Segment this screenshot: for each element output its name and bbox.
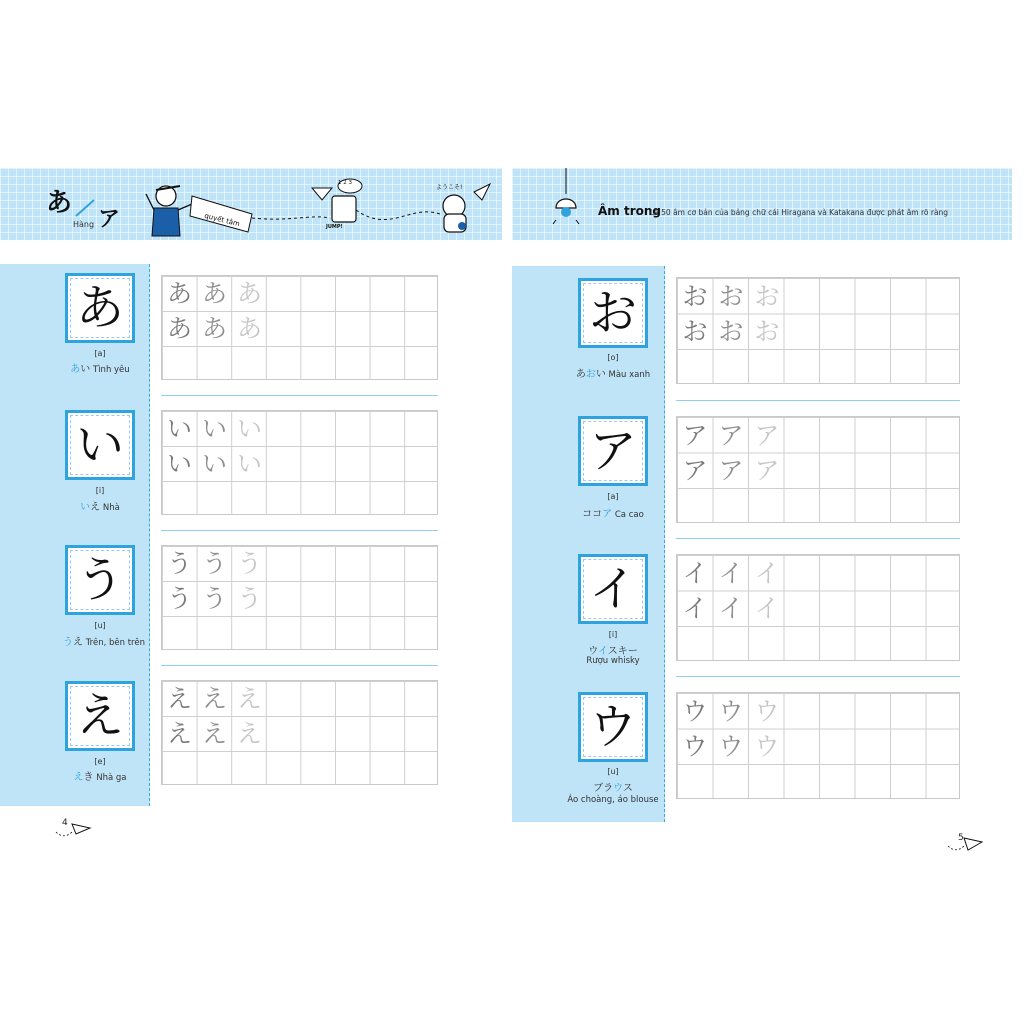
trace-char: あ xyxy=(201,279,227,308)
example-word xyxy=(30,360,170,375)
example-highlight: ア xyxy=(602,509,613,520)
trace-char: い xyxy=(236,449,262,478)
trace-char: え xyxy=(201,684,227,713)
trace-char: イ xyxy=(718,558,744,588)
romaji: [e] xyxy=(94,757,106,766)
trace-char: い xyxy=(201,414,227,443)
example-post: スキー xyxy=(607,646,638,657)
romaji: [i] xyxy=(608,630,618,639)
slash-icon xyxy=(74,198,96,218)
trace-char: い xyxy=(166,449,192,478)
example-meaning: Ca cao xyxy=(614,510,644,520)
row-separator xyxy=(161,395,438,396)
trace-char: ア xyxy=(754,420,780,450)
trace-char: う xyxy=(166,549,192,578)
example-word xyxy=(30,498,170,513)
kana-box xyxy=(65,681,135,751)
trace-char: イ xyxy=(754,558,780,588)
example-rest: え xyxy=(90,502,101,513)
kana-box xyxy=(578,692,648,762)
example-highlight: え xyxy=(73,772,84,783)
section-title: Âm trong xyxy=(598,204,661,218)
trace-char: イ xyxy=(682,558,708,588)
practice-grid[interactable] xyxy=(676,277,960,384)
kana-char: ア xyxy=(583,421,643,481)
trace-char: お xyxy=(682,316,708,346)
trace-char: ウ xyxy=(682,731,708,761)
example-rest: え xyxy=(73,637,84,648)
row-separator xyxy=(676,538,960,539)
example-highlight: お xyxy=(585,369,596,380)
kana-box xyxy=(578,554,648,624)
example-word xyxy=(543,505,683,520)
kana-char: ウ xyxy=(583,697,643,757)
trace-char: あ xyxy=(201,314,227,343)
trace-char: ア xyxy=(718,420,744,450)
kana-char: え xyxy=(70,686,130,746)
romaji: [o] xyxy=(607,353,619,362)
example-meaning: Nhà ga xyxy=(96,773,127,783)
kana-box xyxy=(65,410,135,480)
trace-char: ウ xyxy=(718,696,744,726)
example-rest: い xyxy=(80,364,91,375)
example-highlight: あ xyxy=(70,364,81,375)
example-pre: ブラ xyxy=(593,783,614,794)
trace-char: お xyxy=(718,281,744,311)
kana-box xyxy=(578,278,648,348)
trace-char: お xyxy=(718,316,744,346)
romaji: [i] xyxy=(95,486,105,495)
trace-char: う xyxy=(166,584,192,613)
trace-char: ア xyxy=(754,455,780,485)
example-highlight: イ xyxy=(597,646,608,657)
trace-char: ウ xyxy=(754,696,780,726)
trace-char: い xyxy=(201,449,227,478)
section-description: Là 50 âm cơ bản của bảng chữ cái Hiragana và Katakana được phát âm rõ ràng xyxy=(650,208,949,217)
kana-box xyxy=(65,545,135,615)
practice-grid[interactable] xyxy=(676,692,960,799)
trace-char: お xyxy=(682,281,708,311)
trace-char: い xyxy=(236,414,262,443)
practice-grid[interactable] xyxy=(676,416,960,523)
paper-plane-icon xyxy=(946,836,986,858)
example-word xyxy=(543,779,683,794)
trace-char: う xyxy=(236,549,262,578)
trace-char: イ xyxy=(682,593,708,623)
kana-char: あ xyxy=(70,278,130,338)
row-separator xyxy=(161,665,438,666)
trace-char: う xyxy=(201,549,227,578)
example-pre: あ xyxy=(575,369,586,380)
example-pre: ココ xyxy=(582,509,603,520)
example-highlight: う xyxy=(63,637,74,648)
trace-char: ア xyxy=(682,420,708,450)
example-meaning: Nhà xyxy=(102,503,120,513)
banner-text: quyết tâm xyxy=(203,211,241,229)
trace-char: え xyxy=(201,719,227,748)
romaji: [u] xyxy=(607,767,619,776)
trace-char: ウ xyxy=(682,696,708,726)
kana-char: イ xyxy=(583,559,643,619)
example-meaning: Tình yêu xyxy=(93,365,130,375)
kana-char: い xyxy=(70,415,130,475)
row-separator xyxy=(161,530,438,531)
bubble-text: 1 2 3 xyxy=(338,180,352,186)
example-meaning: Trên, bên trên xyxy=(85,638,145,648)
trace-char: え xyxy=(166,684,192,713)
practice-grid[interactable] xyxy=(161,545,438,650)
practice-grid[interactable] xyxy=(161,275,438,380)
trace-char: お xyxy=(754,316,780,346)
trace-char: う xyxy=(236,584,262,613)
header-hiragana: あ xyxy=(46,188,73,218)
example-post: い xyxy=(595,369,606,380)
example-word xyxy=(543,642,683,657)
divider xyxy=(149,264,150,806)
romaji: [a] xyxy=(607,492,619,501)
kana-char: う xyxy=(70,550,130,610)
practice-grid[interactable] xyxy=(161,680,438,785)
trace-char: イ xyxy=(718,593,744,623)
header-katakana: ア xyxy=(98,207,121,232)
trace-char: あ xyxy=(236,279,262,308)
header-band xyxy=(512,168,1012,240)
practice-grid[interactable] xyxy=(676,554,960,661)
example-post: ス xyxy=(622,783,633,794)
trace-char: ア xyxy=(682,455,708,485)
trace-char: ウ xyxy=(718,731,744,761)
example-pre: ウ xyxy=(588,646,598,657)
kana-box xyxy=(578,416,648,486)
example-word xyxy=(34,633,174,648)
page-number: 4 xyxy=(62,818,68,828)
sign-text: ようこそ! xyxy=(436,184,463,191)
trace-char: え xyxy=(166,719,192,748)
divider xyxy=(664,266,665,822)
example-meaning: Rượu whisky xyxy=(586,656,640,666)
jump-text: JUMP! xyxy=(326,224,343,230)
romaji: [a] xyxy=(94,349,106,358)
kana-box xyxy=(65,273,135,343)
trace-char: あ xyxy=(166,279,192,308)
header-band xyxy=(0,168,502,240)
kana-char: お xyxy=(583,283,643,343)
example-rest: き xyxy=(83,772,94,783)
trace-char: お xyxy=(754,281,780,311)
row-separator xyxy=(676,676,960,677)
trace-char: え xyxy=(236,684,262,713)
example-highlight: ウ xyxy=(613,783,623,794)
lamp-icon xyxy=(548,168,584,228)
example-meaning: Màu xanh xyxy=(608,370,651,380)
example-meaning: Áo choàng, áo blouse xyxy=(567,795,659,805)
trace-char: ウ xyxy=(754,731,780,761)
paper-plane-icon xyxy=(54,818,94,840)
trace-char: い xyxy=(166,414,192,443)
practice-grid[interactable] xyxy=(161,410,438,515)
example-highlight: い xyxy=(80,502,91,513)
romaji: [u] xyxy=(94,621,106,630)
page-number: 5 xyxy=(958,833,964,843)
trace-char: ア xyxy=(718,455,744,485)
hang-label: Hàng xyxy=(73,220,95,229)
trace-char: う xyxy=(201,584,227,613)
example-word xyxy=(30,768,170,783)
right-page xyxy=(512,0,1024,1024)
trace-char: あ xyxy=(166,314,192,343)
example-word xyxy=(543,365,683,380)
trace-char: え xyxy=(236,719,262,748)
row-separator xyxy=(676,400,960,401)
trace-char: イ xyxy=(754,593,780,623)
trace-char: あ xyxy=(236,314,262,343)
